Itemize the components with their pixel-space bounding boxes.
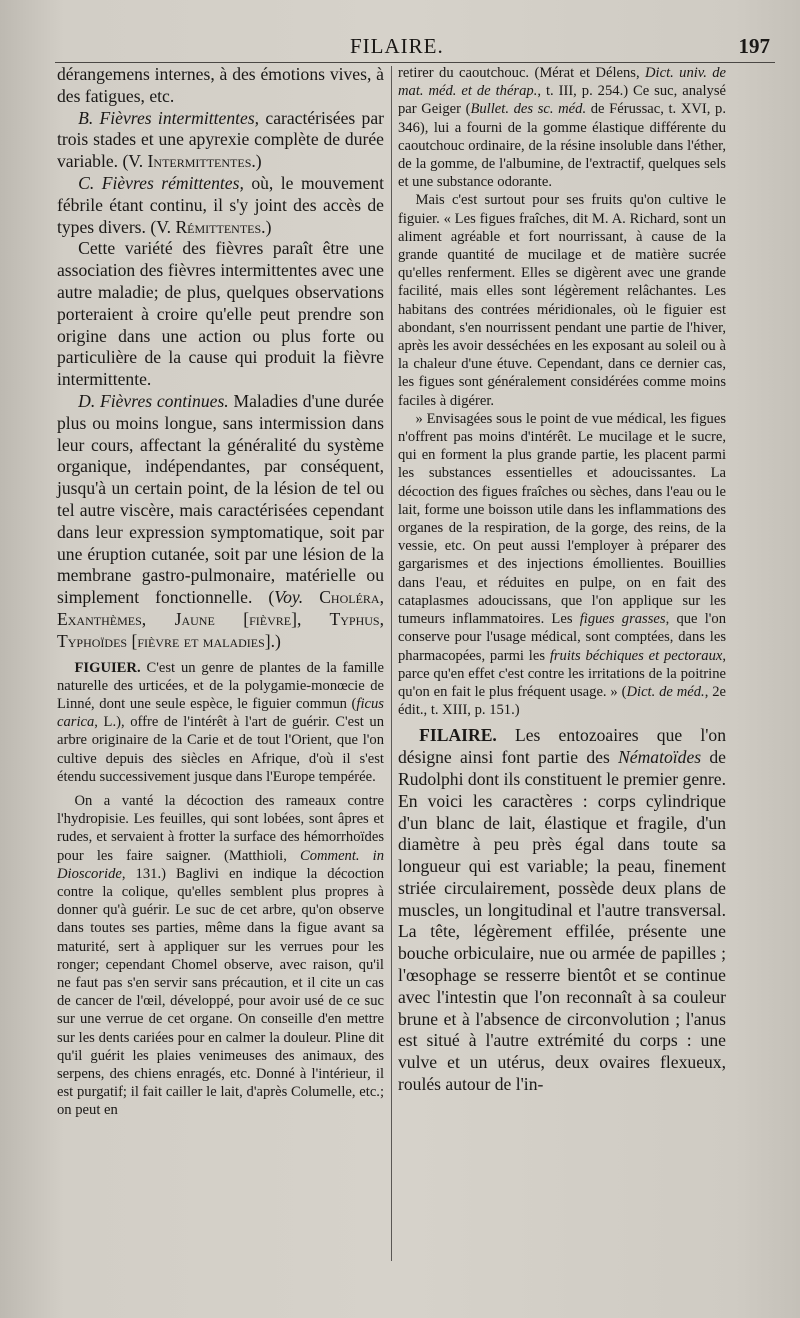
paragraph-text: de Férussac, t. XVI, p. 346), lui a fourni de la gomme élastique différente du caoutchouc ordinaire, de la résine insoluble dans l'éther, de la gomme, de l'albumine, de l'extractif, quelques sels et une substance odorante. <box>398 101 726 191</box>
citation: Dict. de méd. <box>626 683 705 700</box>
citation: Bullet. des sc. méd. <box>470 101 587 118</box>
paragraph-text: .) <box>251 151 262 172</box>
paragraph-remittent-fevers <box>57 173 384 238</box>
paragraph-fruits: Mais c'est surtout pour ses fruits qu'on cultive le figuier. « Les figues fraîches, dit M. A. Richard, sont un aliment agréable et fort nourrissant, à cause de la grande quantité de mucilage et de matière sucrée qu'elles renferment. Elles se digèrent avec une grande facilité, mais elles sont légèrement relâchantes. Les habitans des contrées méridionales, où le figuier est abondant, s'en nourrissent pendant une partie de l'hiver, après les avoir desséchées en les exposant au soleil ou à la chaleur d'une étuve. Cependant, dans ce dernier cas, les figues sont généralement considérées comme moins faciles à digérer. <box>398 192 726 409</box>
latin-name: ficus carica <box>57 695 384 731</box>
entry-label: D. Fièvres continues. <box>78 390 229 411</box>
paragraph-text: , 131.) Baglivi en indique la décoction contre la colique, qu'elles semblent plus propres à donner qu'à guérir. Le suc de cet arbre, qu'on observe dans toutes ses parties, même dans la figue avant sa maturité, sert à appliquer sur les verrues pour les ronger; cependant Chomel observe, avec raison, qu'il ne faut pas s'en servir sans précaution, et il cite un cas de cancer de l'œil, développé, pour avoir usé de ce suc sur une verrue de cet organe. On conseille d'en mettre sur les dents cariées pour en calmer la douleur. Pline dit qu'il guérit les plaies venimeuses des animaux, des serpens, des chiens enragés, etc. Donné à l'intérieur, il est purgatif; il fait cailler le lait, d'après Columelle, etc.; on peut en <box>57 865 384 1119</box>
paragraph-text: , 2e édit., t. XIII, p. 151.) <box>398 683 727 719</box>
paragraph-text: Les entozoaires que l'on désigne ainsi font partie des <box>398 725 726 768</box>
paragraph-text: , L.), offre de l'intérêt à l'art de guérir. C'est un arbre originaire de la Carie et de tout l'Orient, que l'on cultive depuis des siècles en Afrique, d'où il s'est étendu successivement jusque dans l'Europe tempérée. <box>57 714 384 785</box>
paragraph-text: » Envisagées sous le point de vue médical, les figues n'offrent pas moins d'intérêt. Le mucilage et le sucre, qui en forment la plus grande partie, les placent parmi les substances essentielles et adoucissantes. La décoction des figues fraîches ou sèches, dans l'eau ou le lait, forme une boisson utile dans les inflammations des organes de la respiration, de la gorge, des reins, de la vessie, etc. On peut aussi l'employer à préparer des gargarismes et des injections émollientes. Bouillies dans l'eau, et réduites en pulpe, on en fait des cataplasmes adoucissans, que l'on applique sur les tumeurs inflammatoires. Les <box>398 410 726 628</box>
paragraph-text: où, le mouvement fébrile étant continu, il s'y joint des accès de types divers. (V. <box>57 172 385 237</box>
paragraph-text: Maladies d'une durée plus ou moins longue, sans intermission dans leur cours, affectant la généralité du système organique, indépendantes, par conséquent, jusqu'à un certain point, de la lésion de tel ou tel autre viscère, mais caractérisées cependant dans leur expression symptomatique, soit par une éruption cutanée, soit par une lésion de la membrane gastro-pulmonaire, matérielle ou simplement fonctionnelle. ( <box>57 390 384 608</box>
cross-reference: Intermittentes <box>147 151 252 172</box>
paragraph-text: , t. III, p. 254.) Ce suc, analysé par Geiger ( <box>398 83 726 118</box>
italic-term: figues grasses <box>579 611 666 628</box>
paragraph-text: retirer du caoutchouc. (Mérat et Délens, <box>398 65 645 81</box>
paragraph-text: C'est un genre de plantes de la famille naturelle des urticées, et de la polygamie-monœcie de Linné, dont une seule espèce, le figuier commun ( <box>57 659 384 712</box>
paragraph-text: .) <box>261 216 272 237</box>
voy-label: Voy. <box>274 587 304 608</box>
column-divider <box>391 66 392 1261</box>
cross-reference: Choléra, Exanthèmes, Jaune [fièvre], Typhus, Typhoïdes [fièvre et maladies].) <box>57 587 384 651</box>
paragraph-continuation: dérangemens internes, à des émotions vives, à des fatigues, etc. <box>57 64 384 106</box>
paragraph-medical-view <box>398 410 726 719</box>
paragraph-text: On a vanté la décoction des rameaux contre l'hydropisie. Les feuilles, qui sont lobées, sont âpres et rudes, et servaient à frotter la surface des hémorrhoïdes pour les faire saigner. (Matthioli, <box>57 792 384 864</box>
paragraph-decoction <box>57 792 384 1120</box>
paragraph-continuous-fevers <box>57 391 384 653</box>
entry-figuier <box>57 659 384 786</box>
entry-label: B. Fièvres intermittentes, <box>78 107 260 128</box>
entry-filaire <box>398 725 726 1096</box>
citation: Dict. univ. de mat. méd. et de thérap. <box>398 65 726 100</box>
running-header <box>0 34 800 62</box>
paragraph-text: , que l'on conserve pour l'usage médical, sont comptées, dans les pharmacopées, parmi les <box>398 611 726 664</box>
entry-headword: FIGUIER. <box>74 659 141 676</box>
paragraph-variety: Cette variété des fièvres paraît être une association des fièvres intermittentes avec une autre maladie; de plus, quelques observations porteraient à croire qu'elle peut prendre son origine dans une action ou plus forte ou particulière de la cause qui produit la fièvre intermittente. <box>57 238 384 390</box>
left-column <box>57 64 384 1120</box>
paragraph-intermittent-fevers <box>57 108 384 173</box>
entry-label: C. Fièvres rémittentes, <box>78 172 244 193</box>
paragraph-caoutchouc <box>398 64 726 191</box>
cross-reference: Rémittentes <box>175 216 262 237</box>
header-rule <box>55 62 775 63</box>
running-title: FILAIRE. <box>350 34 444 58</box>
italic-term: Nématoïdes <box>618 747 702 768</box>
italic-term: fruits béchiques et pectoraux <box>549 647 723 664</box>
paragraph-text: , parce qu'en effet c'est contre les irritations de la poitrine qu'on en fait le plus fréquent usage. » ( <box>398 647 726 700</box>
page-number: 197 <box>738 34 770 58</box>
citation: Comment. in Dioscoride <box>57 847 384 882</box>
right-column <box>398 64 726 1096</box>
paragraph-text: caractérisées par trois stades et une apyrexie complète de durée variable. (V. <box>57 107 384 172</box>
paragraph-text: de Rudolphi dont ils constituent le premier genre. En voici les caractères : corps cylindrique d'un blanc de lait, élastique et fragile, d'un diamètre à peu près égal dans toute sa longueur qui est variable; la peau, finement striée circulairement, possède deux plans de muscles, un longitudinal et l'autre transversal. La tête, légèrement effilée, présente une bouche orbiculaire, nue ou armée de papilles ; l'œsophage se resserre bientôt et se continue avec l'intestin que l'on reconnaît à sa couleur brune et à l'absence de circonvolution ; l'anus est situé à l'autre extrémité du corps : une vulve et un utérus, deux ovaires flexueux, roulés autour de l'in- <box>398 747 726 1095</box>
entry-headword: FILAIRE. <box>419 725 497 746</box>
